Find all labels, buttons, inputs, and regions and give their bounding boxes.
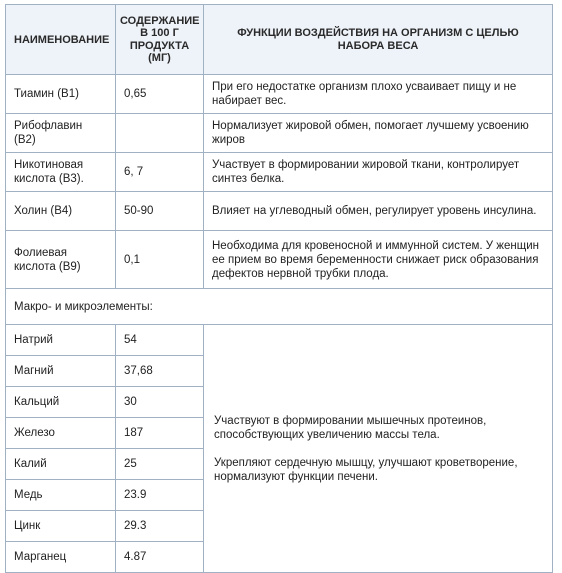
element-amount: 25: [116, 449, 204, 480]
element-amount: 23.9: [116, 480, 204, 511]
header-content: СОДЕРЖАНИЕ В 100 Г ПРОДУКТА (МГ): [116, 5, 204, 75]
vitamin-function: Влияет на углеводный обмен, регулирует уровень инсулина.: [204, 192, 553, 231]
vitamin-function: При его недостатке организм плохо усваивает пищу и не набирает вес.: [204, 75, 553, 114]
section-label: Макро- и микроэлементы:: [6, 289, 553, 325]
vitamin-function: Необходима для кровеносной и иммунной систем. У женщин ее прием во время беременности снижает риск образования дефектов нервной трубки плода.: [204, 231, 553, 289]
element-name: Калий: [6, 449, 116, 480]
table-row: [6, 231, 553, 289]
element-amount: 54: [116, 325, 204, 356]
vitamin-amount: 50-90: [116, 192, 204, 231]
element-name: Марганец: [6, 542, 116, 573]
table-row: [6, 75, 553, 114]
element-amount: 29.3: [116, 511, 204, 542]
vitamin-name: Рибофлавин (В2): [6, 114, 116, 153]
element-amount: 30: [116, 387, 204, 418]
vitamin-amount: 6, 7: [116, 153, 204, 192]
vitamin-name: Фолиевая кислота (В9): [6, 231, 116, 289]
vitamin-function: Нормализует жировой обмен, помогает лучшему усвоению жиров: [204, 114, 553, 153]
elements-note-line2: Укрепляют сердечную мышцу, улучшают кроветворение, нормализуют функции печени.: [214, 456, 518, 483]
elements-note: [204, 325, 553, 573]
table-row: [6, 153, 553, 192]
nutrients-table-container: [5, 4, 553, 573]
element-name: Магний: [6, 356, 116, 387]
table-header-row: [6, 5, 553, 75]
nutrients-table: [5, 4, 553, 573]
elements-note-line1: Участвуют в формировании мышечных протеинов, способствующих увеличению массы тела.: [214, 414, 487, 441]
vitamin-amount: 0,65: [116, 75, 204, 114]
vitamin-name: Никотиновая кислота (В3).: [6, 153, 116, 192]
vitamin-name: Тиамин (В1): [6, 75, 116, 114]
table-row: [6, 192, 553, 231]
vitamin-amount: [116, 114, 204, 153]
element-amount: 4.87: [116, 542, 204, 573]
table-row: [6, 325, 553, 356]
element-name: Цинк: [6, 511, 116, 542]
vitamin-amount: 0,1: [116, 231, 204, 289]
table-row: [6, 114, 553, 153]
element-amount: 37,68: [116, 356, 204, 387]
element-amount: 187: [116, 418, 204, 449]
element-name: Железо: [6, 418, 116, 449]
element-name: Кальций: [6, 387, 116, 418]
element-name: Медь: [6, 480, 116, 511]
section-row: [6, 289, 553, 325]
header-name: НАИМЕНОВАНИЕ: [6, 5, 116, 75]
header-function: ФУНКЦИИ ВОЗДЕЙСТВИЯ НА ОРГАНИЗМ С ЦЕЛЬЮ НАБОРА ВЕСА: [204, 5, 553, 75]
vitamin-function: Участвует в формировании жировой ткани, контролирует синтез белка.: [204, 153, 553, 192]
element-name: Натрий: [6, 325, 116, 356]
vitamin-name: Холин (В4): [6, 192, 116, 231]
